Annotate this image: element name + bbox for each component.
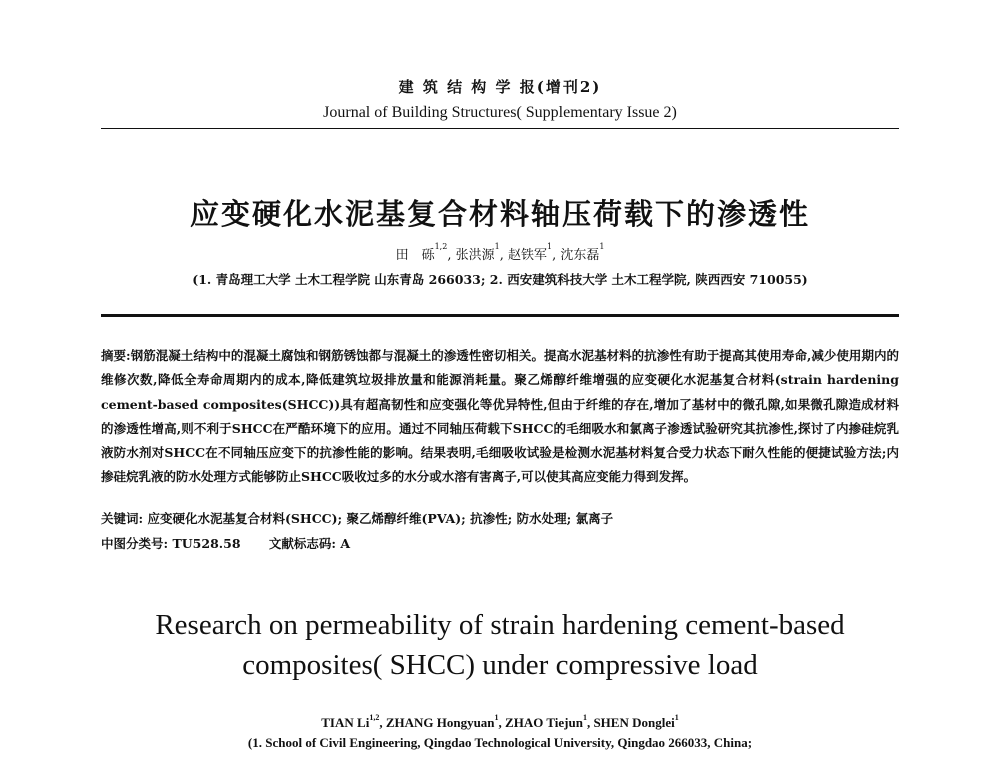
- title-block-divider: [101, 314, 899, 317]
- doc-code-label: 文献标志码:: [268, 536, 337, 551]
- author-name: ZHAO Tiejun: [505, 715, 583, 730]
- author-name: TIAN Li: [321, 715, 370, 730]
- journal-name-chinese: 建 筑 结 构 学 报(增刊2): [398, 78, 602, 96]
- author-list-english: TIAN Li$^{1,2}$, ZHANG Hongyuan$^1$, ZHAO Tiejun$^1$, SHEN Donglei$^1$: [321, 713, 679, 730]
- paper-title-english: [0, 605, 1000, 685]
- abstract-paragraph: [101, 344, 899, 490]
- author-list-chinese: 田 砾$^{1,2}$, 张洪源$^1$, 赵铁军$^1$, 沈东磊$^1$: [395, 242, 605, 263]
- paper-title-chinese: 应变硬化水泥基复合材料轴压荷载下的渗透性: [189, 197, 810, 231]
- abstract-text: 钢筋混凝土结构中的混凝土腐蚀和钢筋锈蚀都与混凝土的渗透性密切相关。提高水泥基材料的抗渗性有助于提高其使用寿命,减少使用期内的维修次数,降低全寿命周期内的成本,降低建筑垃圾排放量和能源消耗量。聚乙烯醇纤维增强的应变硬化水泥基复合材料(strain hardening cement-based composites(SHCC))具有超高韧性和应变强化等优异特性,但由于纤维的存在,增加了基材中的微孔隙,如果微孔隙造成材料的渗透性增高,则不利于SHCC在严酷环境下的应用。通过不同轴压荷载下SHCC的毛细吸水和氯离子渗透试验研究其抗渗性,探讨了内掺硅烷乳液防水剂对SHCC在不同轴压应变下的抗渗性能的影响。结果表明,毛细吸收试验是检测水泥基材料复合受力状态下耐久性能的便捷试验方法;内掺硅烷乳液的防水处理方式能够防止SHCC吸收过多的水分或水溶有害离子,可以使其高应变能力得到发挥。: [101, 348, 899, 485]
- author-name: 张洪源: [455, 248, 495, 263]
- author-name: 赵铁军: [507, 248, 547, 263]
- author-name: ZHANG Hongyuan: [385, 715, 495, 730]
- author-affiliation-mark: 1: [494, 242, 500, 251]
- author-affiliation-mark: 1: [582, 713, 587, 722]
- author-name: 沈东磊: [560, 248, 600, 263]
- author-affiliation-mark: 1: [599, 242, 605, 251]
- author-affiliation-mark: 1,2: [434, 242, 448, 251]
- author-name: 田 砾: [395, 248, 435, 263]
- clc-code: [101, 536, 241, 551]
- author-affiliation-mark: 1: [674, 713, 679, 722]
- title-en-line: Research on permeability of strain hardening cement-based: [155, 609, 845, 641]
- clc-value: TU528.58: [172, 536, 241, 551]
- affiliation-chinese: (1. 青岛理工大学 土木工程学院 山东青岛 266033; 2. 西安建筑科技大学 土木工程学院, 陕西西安 710055): [192, 272, 808, 287]
- author-affiliation-mark: 1: [546, 242, 553, 251]
- doc-code-value: A: [340, 536, 351, 551]
- document-code: [269, 536, 350, 551]
- affiliation-english: (1. School of Civil Engineering, Qingdao Technological University, Qingdao 266033, China;: [247, 735, 753, 750]
- author-affiliation-mark: 1: [494, 713, 499, 722]
- keywords-line: [101, 509, 899, 527]
- keywords-label: 关键词:: [101, 511, 144, 526]
- title-en-line: composites( SHCC) under compressive load: [242, 649, 758, 681]
- clc-label: 中图分类号:: [101, 536, 169, 551]
- classification-line: [101, 534, 899, 552]
- author-affiliation-mark: 1,2: [369, 713, 380, 722]
- author-name: SHEN Donglei: [593, 715, 675, 730]
- journal-name-english: Journal of Building Structures( Supplementary Issue 2): [323, 104, 677, 121]
- abstract-label: 摘要:: [101, 348, 131, 363]
- header-divider: [101, 128, 899, 129]
- keywords-text: 应变硬化水泥基复合材料(SHCC); 聚乙烯醇纤维(PVA); 抗渗性; 防水处理; 氯离子: [147, 511, 614, 526]
